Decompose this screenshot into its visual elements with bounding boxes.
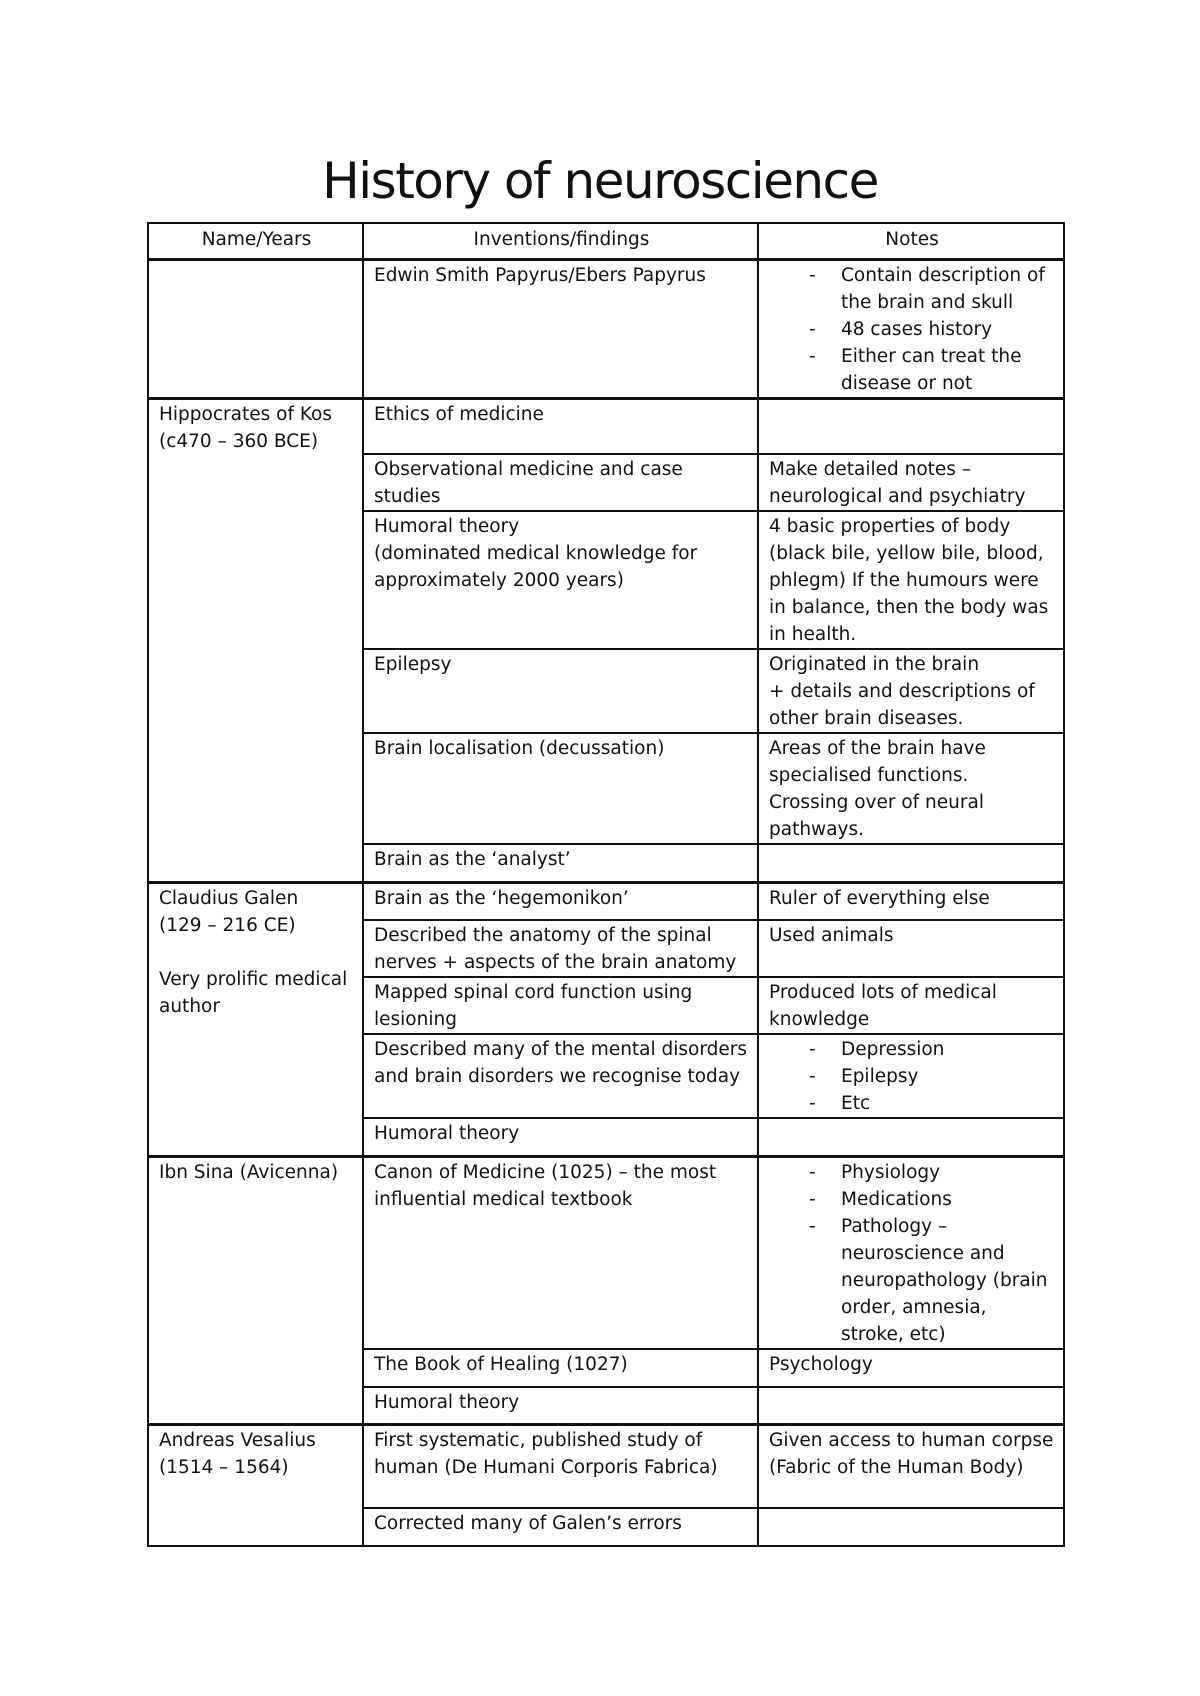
table-row — [148, 1425, 1064, 1508]
person-years: (129 – 216 CE) — [159, 914, 296, 936]
person-name: Ibn Sina (Avicenna) — [159, 1161, 339, 1183]
notes-text: Ruler of everything else — [769, 887, 990, 909]
finding-text: Edwin Smith Papyrus/Ebers Papyrus — [374, 264, 706, 286]
column-header-name-years: Name/Years — [148, 223, 363, 259]
page-title: History of neuroscience — [322, 152, 878, 210]
notes-cell — [758, 259, 1064, 398]
finding-cell — [363, 733, 758, 844]
notes-bullet: - Contain description of the brain and skull — [769, 262, 1055, 316]
notes-text: Crossing over of neural pathways. — [769, 792, 984, 840]
finding-text: Brain as the ‘analyst’ — [374, 849, 571, 870]
table-group-ibn-sina — [148, 1156, 1064, 1425]
finding-text: Humoral theory — [374, 1391, 520, 1413]
notes-cell — [758, 733, 1064, 844]
finding-text: Described many of the mental disorders and brain disorders we recognise today — [374, 1039, 748, 1087]
finding-cell — [363, 454, 758, 511]
finding-cell — [363, 882, 758, 920]
column-header-inventions-findings: Inventions/findings — [363, 223, 758, 259]
spacer — [159, 939, 354, 966]
finding-text: Canon of Medicine (1025) – the most influential medical textbook — [374, 1161, 717, 1210]
table-row — [148, 1156, 1064, 1349]
notes-cell — [758, 1349, 1064, 1387]
finding-text: Humoral theory — [374, 516, 520, 537]
person-years: (c470 – 360 BCE) — [159, 430, 319, 452]
notes-cell-empty — [758, 1387, 1064, 1425]
person-name: Andreas Vesalius — [159, 1430, 316, 1451]
table-group-hippocrates — [148, 398, 1064, 882]
notes-bullet-list — [769, 1159, 1055, 1348]
table-header — [148, 223, 1064, 259]
finding-text: Epilepsy — [374, 654, 452, 675]
notes-bullet: - Etc — [769, 1090, 1055, 1117]
finding-cell — [363, 844, 758, 882]
finding-text: Mapped spinal cord function using lesioning — [374, 982, 693, 1030]
table-row — [148, 398, 1064, 454]
notes-cell — [758, 920, 1064, 977]
finding-text: The Book of Healing (1027) — [374, 1353, 628, 1375]
finding-cell — [363, 977, 758, 1034]
finding-cell — [363, 259, 758, 398]
table-group-papyrus — [148, 259, 1064, 398]
notes-bullet: - Depression — [769, 1036, 1055, 1063]
table-row — [148, 882, 1064, 920]
finding-cell — [363, 649, 758, 733]
finding-text: Brain as the ‘hegemonikon’ — [374, 887, 629, 909]
notes-cell — [758, 882, 1064, 920]
notes-text: 4 basic properties of body (black bile, yellow bile, blood, phlegm) If the humours were in balance, then the body was in health. — [769, 516, 1049, 645]
notes-text: Produced lots of medical knowledge — [769, 982, 997, 1030]
finding-text: Humoral theory — [374, 1123, 520, 1144]
notes-cell — [758, 511, 1064, 649]
notes-cell-empty — [758, 1508, 1064, 1546]
notes-text: Used animals — [769, 925, 894, 946]
finding-cell — [363, 1118, 758, 1156]
notes-text: Areas of the brain have specialised functions. — [769, 738, 986, 786]
name-cell-empty — [148, 259, 363, 398]
notes-bullet-list — [769, 262, 1055, 397]
finding-cell — [363, 1387, 758, 1425]
notes-cell-empty — [758, 844, 1064, 882]
finding-cell — [363, 1425, 758, 1508]
notes-cell — [758, 454, 1064, 511]
name-cell-hippocrates — [148, 398, 363, 882]
finding-text: First systematic, published study of human (De Humani Corporis Fabrica) — [374, 1430, 718, 1478]
person-years: (1514 – 1564) — [159, 1457, 289, 1478]
person-name: Claudius Galen — [159, 887, 299, 909]
finding-cell — [363, 511, 758, 649]
notes-bullet: - Medications — [769, 1186, 1055, 1213]
table-group-galen — [148, 882, 1064, 1156]
notes-text: Psychology — [769, 1353, 873, 1375]
notes-bullet: - Pathology – neuroscience and neuropathology (brain order, amnesia, stroke, etc) — [769, 1213, 1055, 1348]
finding-subtext: (dominated medical knowledge for approximately 2000 years) — [374, 543, 698, 591]
finding-cell — [363, 1349, 758, 1387]
notes-cell — [758, 1034, 1064, 1118]
notes-cell — [758, 1425, 1064, 1508]
notes-bullet: - Epilepsy — [769, 1063, 1055, 1090]
notes-text: Make detailed notes – neurological and psychiatry — [769, 459, 1026, 507]
table-group-vesalius — [148, 1425, 1064, 1546]
notes-bullet: - Either can treat the disease or not — [769, 343, 1055, 397]
notes-cell-empty — [758, 398, 1064, 454]
notes-bullet-list — [769, 1036, 1055, 1117]
column-header-notes: Notes — [758, 223, 1064, 259]
finding-text: Brain localisation (decussation) — [374, 738, 665, 759]
notes-cell — [758, 649, 1064, 733]
table-row — [148, 259, 1064, 398]
notes-text: Given access to human corpse (Fabric of the Human Body) — [769, 1430, 1054, 1478]
notes-text: + details and descriptions of other brain diseases. — [769, 681, 1035, 729]
header-row — [148, 223, 1064, 259]
person-description: Very prolific medical author — [159, 968, 348, 1017]
name-cell-vesalius — [148, 1425, 363, 1546]
finding-text: Described the anatomy of the spinal nerves + aspects of the brain anatomy — [374, 925, 737, 973]
finding-cell — [363, 1508, 758, 1546]
finding-cell — [363, 1156, 758, 1349]
finding-cell — [363, 1034, 758, 1118]
finding-cell — [363, 398, 758, 454]
finding-text: Corrected many of Galen’s errors — [374, 1512, 682, 1534]
name-cell-galen — [148, 882, 363, 1156]
finding-text: Observational medicine and case studies — [374, 459, 683, 507]
notes-bullet: - 48 cases history — [769, 316, 1055, 343]
notes-cell — [758, 1156, 1064, 1349]
finding-cell — [363, 920, 758, 977]
notes-text: Originated in the brain — [769, 654, 980, 675]
name-cell-ibn-sina — [148, 1156, 363, 1425]
notes-cell — [758, 977, 1064, 1034]
history-table — [147, 222, 1065, 1547]
notes-bullet: - Physiology — [769, 1159, 1055, 1186]
notes-cell-empty — [758, 1118, 1064, 1156]
finding-text: Ethics of medicine — [374, 403, 544, 425]
person-name: Hippocrates of Kos — [159, 403, 333, 425]
